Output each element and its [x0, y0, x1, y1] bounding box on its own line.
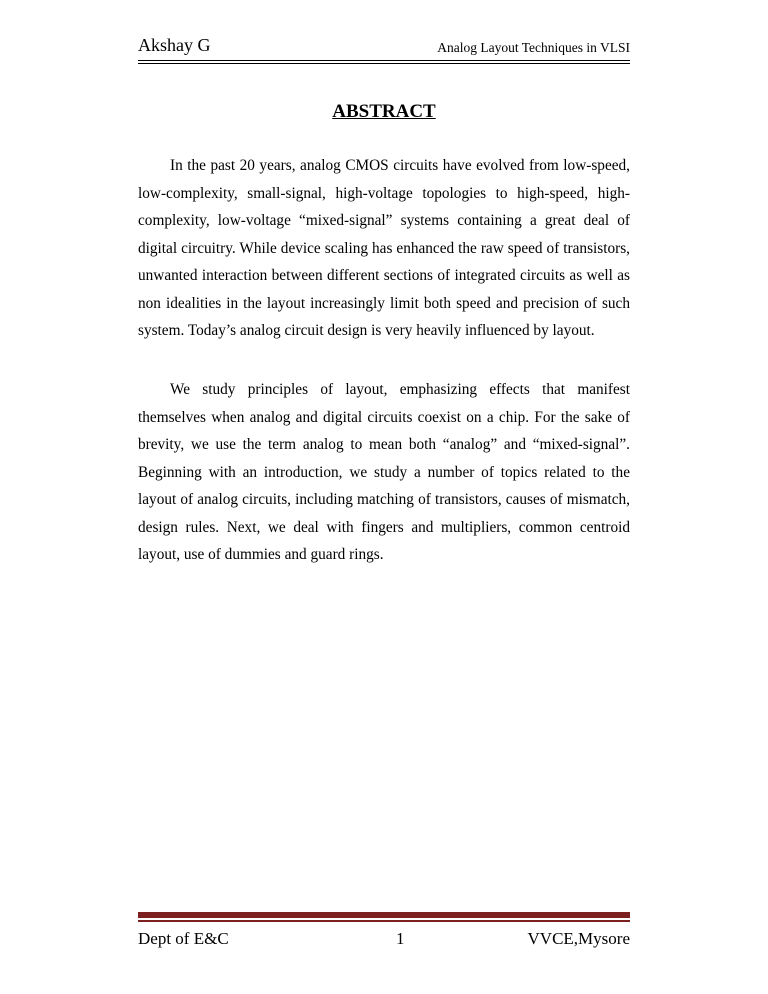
footer-rule: [138, 912, 630, 918]
footer-rule-thin: [138, 920, 630, 922]
footer-department: Dept of E&C: [138, 929, 229, 948]
abstract-paragraph-2: We study principles of layout, emphasizing effects that manifest themselves when analog and digital circuits coexist on a chip. For the sake of brevity, we use the term analog to mean both “analog” and “mixed-signal”. Beginning with an introduction, we study a number of topics related to the layout of analog circuits, including matching of transistors, causes of mismatch, design rules. Next, we deal with fingers and multipliers, common centroid layout, use of dummies and guard rings.: [138, 381, 630, 563]
header-author: Akshay G: [138, 35, 211, 55]
footer-institution: VVCE,Mysore: [527, 929, 630, 948]
section-title: ABSTRACT: [332, 101, 436, 122]
header-document-title: Analog Layout Techniques in VLSI: [437, 40, 630, 55]
header-rule: [138, 60, 630, 64]
footer-page-number: 1: [396, 929, 405, 948]
abstract-paragraph-1: In the past 20 years, analog CMOS circuits have evolved from low-speed, low-complexity, small-signal, high-voltage topologies to high-speed, high-complexity, low-voltage “mixed-signal” systems containing a great deal of digital circuitry. While device scaling has enhanced the raw speed of transistors, unwanted interaction between different sections of integrated circuits as well as non idealities in the layout increasingly limit both speed and precision of such system. Today’s analog circuit design is very heavily influenced by layout.: [138, 157, 630, 339]
